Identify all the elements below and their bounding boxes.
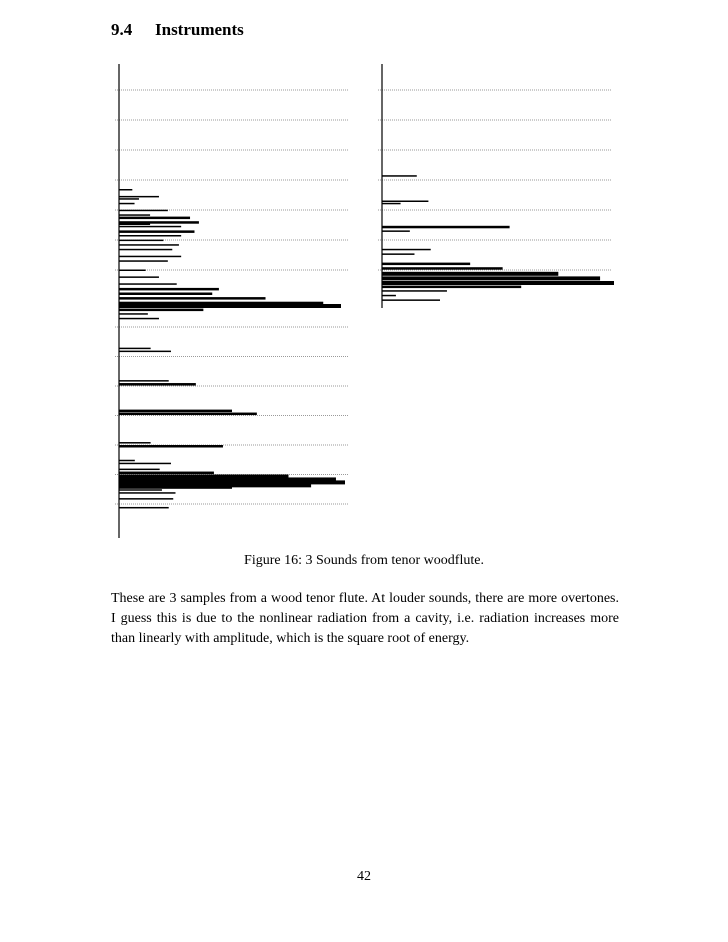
bar [119,203,135,205]
page-number: 42 [357,869,371,884]
bar [119,463,171,465]
figure-caption: Figure 16: 3 Sounds from tenor woodflute. [244,553,484,568]
bar [119,442,151,444]
bar [382,267,503,270]
section-title: Instruments [155,20,244,39]
bar [119,189,132,191]
bar [382,272,558,276]
bar [119,226,181,228]
bar [119,486,232,489]
bar [119,472,214,475]
bar [119,313,148,315]
bar [382,290,447,292]
bar [119,217,190,220]
panel-sample-2 [378,64,614,308]
bar [119,304,341,308]
bar [119,288,219,291]
body-paragraph: These are 3 samples from a wood tenor flute. At louder sounds, there are more overtones. I guess this is due to the nonlinear radiation from a cavity, i.e. radiation increases more than linearly with amplitude, which is the square root of energy. [111,591,619,646]
bar [382,249,431,251]
panel-sample-1 [115,64,348,319]
bar [119,230,194,233]
bar [119,318,159,320]
bar [119,507,169,509]
bar [119,348,151,350]
bar [119,492,176,494]
bar [119,410,232,413]
bar [119,221,199,224]
bar [382,276,600,280]
bar [119,498,173,500]
bar [119,413,257,416]
bar [119,445,223,448]
bar [382,253,414,255]
bar [119,224,150,226]
bar [119,489,162,491]
bar [119,383,196,386]
panel-sample-3 [115,302,348,538]
bar [119,260,168,262]
bar [119,235,181,237]
bar [119,309,203,312]
bar [119,380,169,382]
bar [119,240,163,242]
bar [119,351,171,353]
bar [382,299,440,301]
bar [119,297,266,300]
bar [382,281,614,285]
bar [119,460,135,462]
bar [119,293,212,296]
bar [382,263,470,266]
bar [119,249,172,251]
bar [119,270,146,272]
bar [382,286,521,289]
bar [382,175,417,177]
bar [119,256,181,258]
bar [119,210,168,212]
bar [119,196,159,198]
bar [119,469,160,471]
bar [119,276,159,278]
bar [119,244,179,246]
bar [382,203,401,205]
bar [119,283,177,285]
bar [382,295,396,297]
section-number: 9.4 [111,20,133,39]
bar [382,201,428,203]
bar [382,226,510,229]
bar [382,230,410,232]
bar [119,198,139,200]
bar [119,214,150,216]
